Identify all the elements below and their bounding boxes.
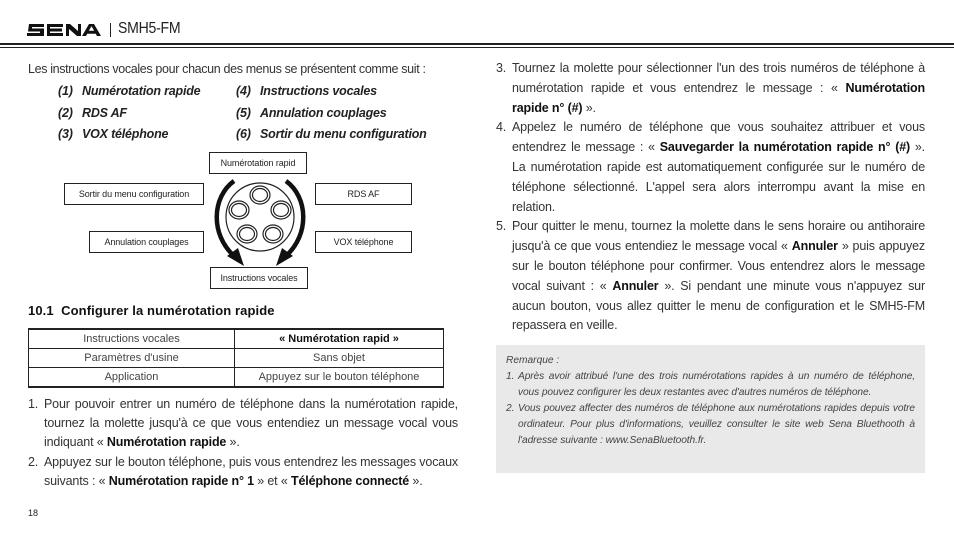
step-text: ». xyxy=(582,100,596,115)
step-number: 4. xyxy=(496,120,507,135)
diagram-box-bottom: Instructions vocales xyxy=(210,267,308,289)
step-emphasis: Numérotation rapide n° 1 xyxy=(108,473,254,488)
menu-item-label: VOX téléphone xyxy=(82,127,169,141)
note-item-1 xyxy=(506,369,915,401)
sena-logo xyxy=(27,22,103,38)
menu-item-3 xyxy=(58,127,168,141)
menu-item-label: Annulation couplages xyxy=(260,106,387,120)
menu-item-1 xyxy=(58,84,200,98)
step-emphasis: Numérotation rapide n° (#) xyxy=(512,80,925,115)
diagram-box-right-top: RDS AF xyxy=(315,183,412,205)
step-emphasis: Numérotation rapide xyxy=(106,435,227,450)
step-number: 5. xyxy=(496,219,507,234)
header-rule-thin xyxy=(0,47,954,48)
step-emphasis: Annuler xyxy=(791,239,838,254)
steps-right xyxy=(496,59,925,336)
note-box xyxy=(496,345,925,473)
config-table xyxy=(28,328,444,388)
jog-dial-icon xyxy=(200,172,320,272)
section-title: 10.1 Configurer la numérotation rapide xyxy=(28,303,275,318)
step-3 xyxy=(496,59,925,118)
menu-item-label: Instructions vocales xyxy=(260,84,377,98)
table-row xyxy=(29,329,444,349)
step-number: 1. xyxy=(28,397,39,411)
step-text: ». xyxy=(409,473,423,488)
header-rule xyxy=(0,43,954,45)
note-title: Remarque : xyxy=(506,355,560,366)
table-cell: Instructions vocales xyxy=(29,329,235,349)
diagram-box-right-bottom: VOX téléphone xyxy=(315,231,412,253)
table-row xyxy=(29,349,444,368)
diagram-box-left-top: Sortir du menu configuration xyxy=(64,183,204,205)
step-text: Appelez le numéro de téléphone que vous souhaitez attribuer et vous entendrez le message : « xyxy=(512,120,925,155)
step-text: Pour quitter le menu, tournez la molette dans le sens horaire ou antihoraire jusqu'à ce que vous entendiez le message vocal « xyxy=(512,219,925,254)
menu-item-number: (1) xyxy=(58,84,73,98)
menu-item-4 xyxy=(236,84,377,98)
step-text: Tournez la molette pour sélectionner l'un des trois numéros de téléphone à numérotation rapide et vous entendrez le message : « xyxy=(512,61,925,95)
menu-item-number: (3) xyxy=(58,127,73,141)
menu-item-2 xyxy=(58,106,127,120)
step-emphasis: Téléphone connecté xyxy=(290,473,410,488)
note-item-number: 1. xyxy=(506,371,515,382)
menu-item-6 xyxy=(236,127,427,141)
intro-text: Les instructions vocales pour chacun des menus se présentent comme suit : xyxy=(28,62,426,76)
step-text: ». xyxy=(226,435,240,450)
step-text: ». Si pendant une minute vous n'appuyez sur aucun bouton, vous allez quitter le menu de configuration et le SMH5-FM repassera en veille. xyxy=(512,278,925,333)
step-emphasis: Annuler xyxy=(612,278,659,293)
menu-item-label: Sortir du menu configuration xyxy=(260,127,427,141)
menu-item-label: RDS AF xyxy=(82,106,127,120)
step-1 xyxy=(28,395,458,453)
step-number: 2. xyxy=(28,454,39,469)
step-text: » puis appuyez sur le bouton téléphone pour confirmer. Vous entendrez alors le message vocal suivant : « xyxy=(512,239,925,293)
diagram-box-top: Numérotation rapid xyxy=(209,152,307,174)
menu-item-label: Numérotation rapide xyxy=(82,84,201,98)
note-item-2 xyxy=(506,401,915,449)
table-row xyxy=(29,368,444,388)
steps-left xyxy=(28,395,458,491)
menu-item-number: (4) xyxy=(236,84,251,98)
step-text: » et « xyxy=(253,473,291,488)
menu-item-number: (2) xyxy=(58,106,73,120)
menu-item-number: (5) xyxy=(236,106,251,120)
step-2 xyxy=(28,453,458,491)
menu-item-5 xyxy=(236,106,387,120)
step-text: Appuyez sur le bouton téléphone, puis vous entendrez les messages vocaux suivants : « xyxy=(44,454,458,488)
model-name: SMH5-FM xyxy=(118,20,181,37)
note-item-text: Vous pouvez affecter des numéros de téléphone aux numérotations rapides depuis votre ordinateur. Pour plus d'informations, veuillez consulter le site web Sena Bluethooth à l'adresse suivante : www.SenaBluetooth.fr. xyxy=(518,403,915,446)
step-emphasis: Sauvegarder la numérotation rapide n° (#) xyxy=(659,140,911,155)
table-cell: « Numérotation rapid » xyxy=(235,329,444,349)
table-cell: Paramètres d'usine xyxy=(29,349,235,368)
header-separator xyxy=(110,23,111,37)
note-item-number: 2. xyxy=(506,403,515,414)
menu-item-number: (6) xyxy=(236,127,251,141)
step-number: 3. xyxy=(496,61,507,75)
diagram-box-left-bottom: Annulation couplages xyxy=(89,231,204,253)
step-5 xyxy=(496,217,925,336)
step-text: ». La numérotation rapide est automatiquement configurée sur le numéro de téléphone sélectionné. L'appel sera alors interrompu avant la mise en relation. xyxy=(512,140,926,214)
table-cell: Sans objet xyxy=(235,349,444,368)
table-cell: Appuyez sur le bouton téléphone xyxy=(235,368,444,388)
note-item-text: Après avoir attribué l'une des trois numérotations rapides à un numéro de téléphone, vous pouvez configurer les deux restantes avec d'autres numéros de téléphone. xyxy=(518,371,915,398)
step-text: Pour pouvoir entrer un numéro de téléphone dans la numérotation rapide, tournez la molette jusqu'à ce que vous entendiez un message vocal vous indiquant « xyxy=(44,397,458,450)
step-4 xyxy=(496,118,925,217)
page-number: 18 xyxy=(28,508,39,518)
table-cell: Application xyxy=(29,368,235,388)
